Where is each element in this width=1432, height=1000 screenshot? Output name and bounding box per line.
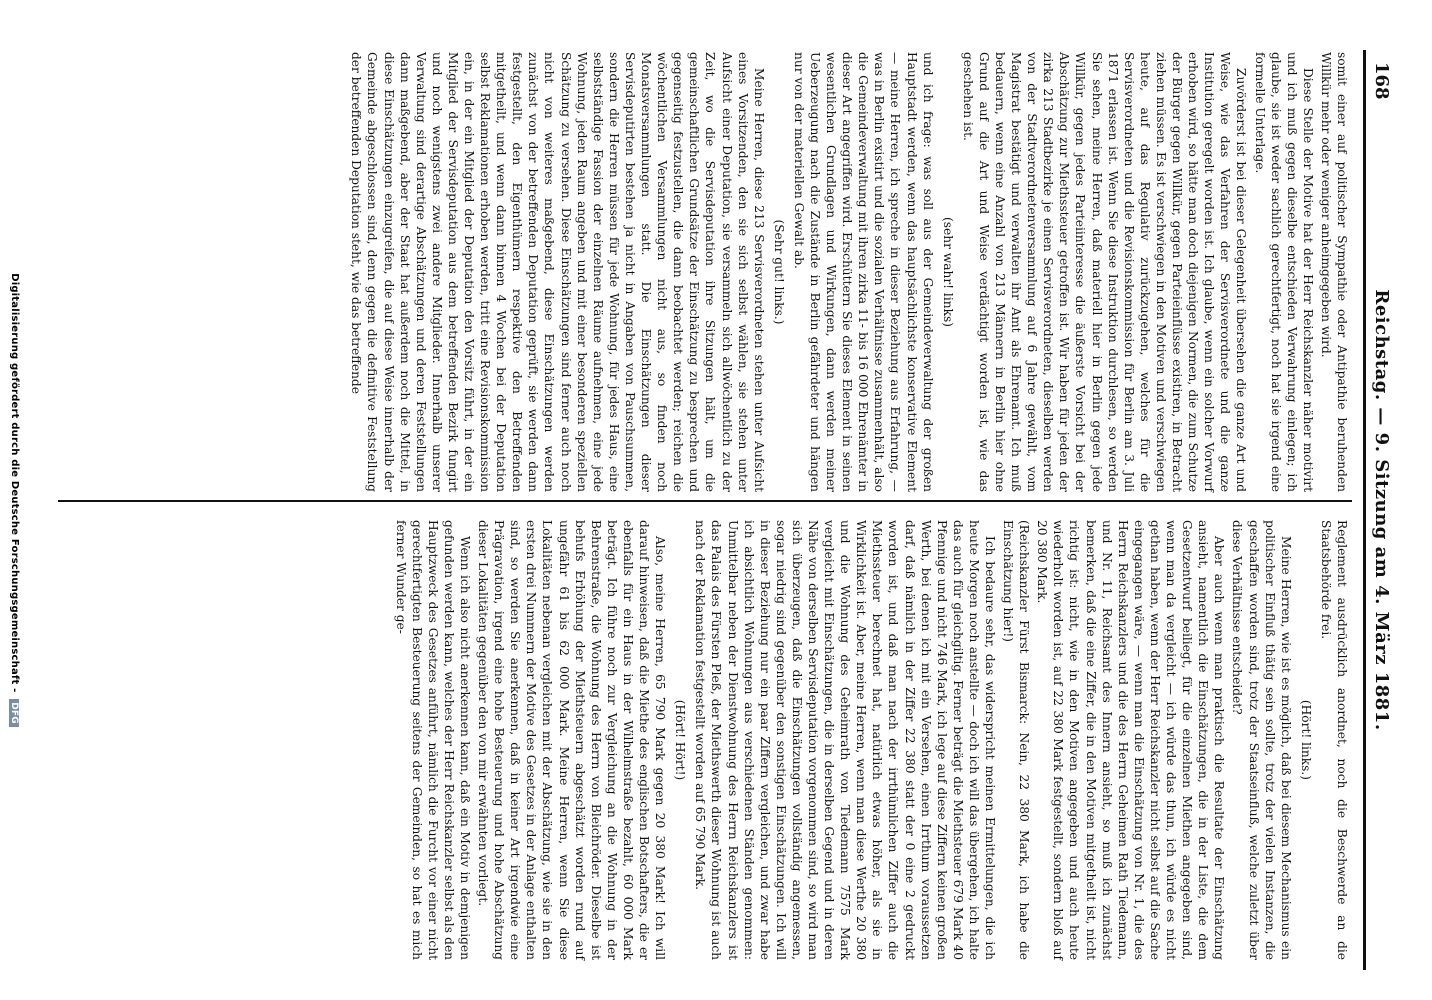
left-column-paragraph: Meine Herren, diese 213 Servisverordneten stehen unter Aufsicht eines Vorsitzenden, den sie sich selbst wählen, sie stehen unter Aufsicht einer Deputation, sie versammeln sich allwöchentlich zu der Zeit, wo die Servisdeputation ihre Sitzungen hält, um die gemeinschaftlichen Grundsätze der Einschätzung zu besprechen und gegenseitig festzustellen, die dann beobachtet werden; reichen die wöchentlichen Versammlungen nicht aus, so finden noch Monatsversammlungen statt. Die Einschätzungen dieser Servisdeputirten bestehen ja nicht in Angaben von Pauschsummen, sondern die Herren müssen für jede Wohnung, für jedes Haus, eine selbstständige Fassion der einzelnen Räume aufnehmen, eine jede Wohnung, jeden Raum angeben und mit einer besonderen speziellen Schätzung zu versehen. Diese Einschätzungen sind ferner auch noch nicht von weiteres maßgebend, diese Einschätzungen werden zunächst von der betreffenden Deputation geprüft, sie werden dann festgestellt, den Eigenthümern respektive den Betreffenden mitgetheilt, und wenn dann binnen 4 Wochen bei der Deputation selbst Reklamationen erhoben werden, tritt eine Revisionskommission ein, in der ein Mitglied der Deputation den Vorsitz führt, in der ein Mitglied der Servisdeputation aus dem betreffenden Bezirk fungirt und noch wenigstens zwei andere Mitglieder. Innerhalb unserer Verwaltung sind derartige Abschätzungen und deren Feststellungen dann maßgebend, aber der Staat hat außerdem noch die Mittel, in diese Einschätzungen einzugreifen, die auf diese Weise innerhalb der Gemeinde abgeschlossen sind, denn gegen die definitive Feststellung der betreffenden Deputation steht, wie das betreffende [349,52,766,492]
page-number: 168 [1371,62,1392,100]
right-column-paragraph: Reglement ausdrücklich anordnet, noch die Beschwerde an die Staatsbehörde frei. [1318,520,1349,960]
right-column-paragraph: Aber auch wenn man praktisch die Resultate der Einschätzung ansieht, namentlich die Einschätzungen, die in der Liste, die dem Gesetzentwurf beiliegt, für die einzelnen Miethen angegeben sind, wenn man da vergleicht — ich würde das thun, ich würde es nicht gethan haben, wenn der Herr Reichskanzler nicht selbst auf die Sache eingegangen wäre, — wenn man die Einschätzung von Nr. 1, die des Herrn Reichskanzlers und die des Herrn Geheimen Rath Tiedemann, und Nr. 11, Reichsamt des Innern ansieht, so muß ich zunächst bemerken, daß die eine Ziffer, die in den Motiven mitgetheilt ist, nicht richtig ist: nicht, wie in den Motiven angegeben und auch heute wiederholt worden ist, auf 22 380 Mark festgestellt, sondern bloß auf 20 380 Mark. [1035,520,1227,960]
right-column-paragraph: (Reichskanzler Fürst Bismarck: Nein, 22 380 Mark, ich habe die Einschätzung hier!) [1001,520,1032,960]
page-header [1363,50,1392,970]
left-column [346,52,1350,492]
left-column-paragraph: somit einer auf politischer Sympathie oder Antipathie beruhenden Willkür mehr oder weniger anheimgegeben wird. [1318,52,1349,492]
funding-note-text: Digitalisierung gefördert durch die Deutsche Forschungsgemeinschaft - [9,273,20,693]
left-column-paragraph: und ich frage: was soll aus der Gemeindeverwaltung der großen Hauptstadt werden, wenn das hauptsächlichste konservative Element — meine Herren, ich spreche in dieser Beziehung aus Erfahrung, — was in Berlin existirt und die sozialen Verhältnisse zusammenhält, also die Gemeindeverwaltung mit ihren zirka 11- bis 16 000 Ehrenämter in dieser Art angegriffen wird. Erschüttern Sie dieses Element in seinen wesentlichen Grundlagen und Wirkungen, dann werden meiner Ueberzeugung nach die Zustände in Berlin gefährdeter und hängen nur von der materiellen Gewalt ab. [791,52,935,492]
page-title: Reichstag. — 9. Sitzung am 4. März 1881. [1371,289,1392,731]
right-column-remark: (Hört! Hört!) [673,699,688,781]
funding-note [2,0,20,1000]
right-column-paragraph: Wenn ich also nicht anerkennen kann, daß ein Motiv in demjenigen gefunden werden kann, welches der Herr Reichskanzler selbst als den Hauptzweck des Gesetzes anführt, nämlich die Furcht vor einer nicht gerechtfertigten Besteuerung seitens der Gemeinden, so hat es mich ferner Wunder ge- [393,520,473,960]
right-column-paragraph: Meine Herren, wie ist es möglich, daß bei diesem Mechanismus ein politischer Einfluß thätig sein sollte, trotz der vielen Instanzen, die geschaffen worden sind, trotz der Staatseinfluß, welche zuletzt über diese Verhältnisse entscheidet? [1230,520,1293,960]
right-column-remark: (Hört! links.) [1298,699,1313,781]
left-column-paragraph: Zuvörderst ist bei dieser Gelegenheit übersehen die ganze Art und Weise, wie das Verfahren der Servisverordnete und die ganze Institution geregelt worden ist. Ich glaube, wenn ein solcher Vorwurf erhoben wird, so hätte man doch diejenigen Normen, die zum Schutze der Bürger gegen Willkür, gegen Parteieinflüsse existiren, in Betracht ziehen müssen. Es ist verschwiegen in den Motiven und verschwiegen heute, auf das Regulativ zurückzugehen, welches für die Servisverordneten und die Revisionskommission für Berlin am 3. Juli 1871 erlassen ist. Wenn Sie diese Instruktion durchlesen, so werden Sie sehen, meine Herren, daß materiell hier in Berlin gegen jede Willkür, gegen jedes Parteiinteresse die äußerste Vorsicht bei der Abschätzung zur Miethssteuer getroffen ist. Wir haben für jeden der zirka 213 Stadtbezirke je einen Servisverordneten, dieselben werden von der Stadtverordnetenversammlung auf 6 Jahre gewählt, vom Magistrat bestätigt und verwalten ihr Amt als Ehrenamt. Ich muß bedauern, wenn eine Anzahl von 213 Männern in Berlin hier ohne Grund auf die Art und Weise verdächtigt worden ist, wie das geschehen ist. [960,52,1249,492]
column-divider [58,500,1352,502]
left-column-remark: (Sehr gut! links.) [771,219,786,325]
right-column-paragraph: Also, meine Herren, 65 790 Mark gegen 20 380 Mark! Ich will darauf hinweisen, daß die Miethe des englischen Botschafters, die er ebenfalls für ein Haus in der Wilhelmstraße bezahlt, 60 000 Mark beträgt. Ich führe noch zur Vergleichung an die Wohnung in der Behrenstraße, die Wohnung des Herrn von Bleichröder. Dieselbe ist behufs Erhöhung der Miethsteuern abgeschätzt worden rund auf ungefähr 61 bis 62 000 Mark. Meine Herren, wenn Sie diese Lokalitäten nebenan vergleichen mit der Abschätzung, wie sie in den ersten drei Nummern der Motive des Gesetzes in der Anlage enthalten sind, so werden Sie anerkennen, daß in keiner Art irgendwie eine Prägravation, irgend eine hohe Besteuerung und hohe Abschätzung dieser Lokalitäten gegenüber den von mir erwähnten vorliegt. [476,520,668,960]
left-column-paragraph: Diese Stelle der Motive hat der Herr Reichskanzler näher motivirt und ich muß gegen dieselbe entschieden Verwahrung einlegen; ich glaube, sie ist weder sachlich gerechtfertigt, noch hat sie irgend eine formelle Unterlage. [1252,52,1315,492]
right-column-paragraph: Ich bedaure sehr, das widerspricht meinen Ermittelungen, die ich heute Morgen noch anstellte — doch ich will das übergehen, ich halte das auch für gleichgiltig. Ferner beträgt die Miethsteuer 679 Mark 40 Pfennige und nicht 746 Mark, ich lege auf diese Ziffern keinen großen Werth, bei denen ich mit ein Versehen, einen Irrthum voraussetzen darf, daß nämlich in der Ziffer 22 380 statt der 0 eine 2 gedruckt worden ist, und daß man nach der irrthümlichen Ziffer auch die Miethssteuer berechnet hat, natürlich etwas höher, als sie in Wirklichkeit ist. Aber, meine Herren, wenn man diese Werthe 20 380 und die Wohnung des Geheimrath von Tiedemann 7575 Mark vergleicht mit Einschätzungen, die in derselben Gegend und in deren Nähe von derselben Servisdeputation vorgenommen sind, so wird man sich überzeugen, daß die Einschätzungen vollständig angemessen, sogar niedrig sind gegenüber den sonstigen Einschätzungen. Ich will in dieser Beziehung nur ein paar Ziffern vergleichen, und zwar habe ich absichtlich Wohnungen aus verschiedenen Ständen genommen: Unmittelbar neben der Dienstwohnung des Herrn Reichskanzlers ist das Palais des Fürsten Pleß, der Miethswerth dieser Wohnung ist auch nach der Reklamation festgestellt worden auf 65 790 Mark. [693,520,998,960]
dfg-logo: DFG [9,699,19,727]
right-column [391,520,1350,960]
left-column-remark: (sehr wahr! links) [940,217,955,327]
